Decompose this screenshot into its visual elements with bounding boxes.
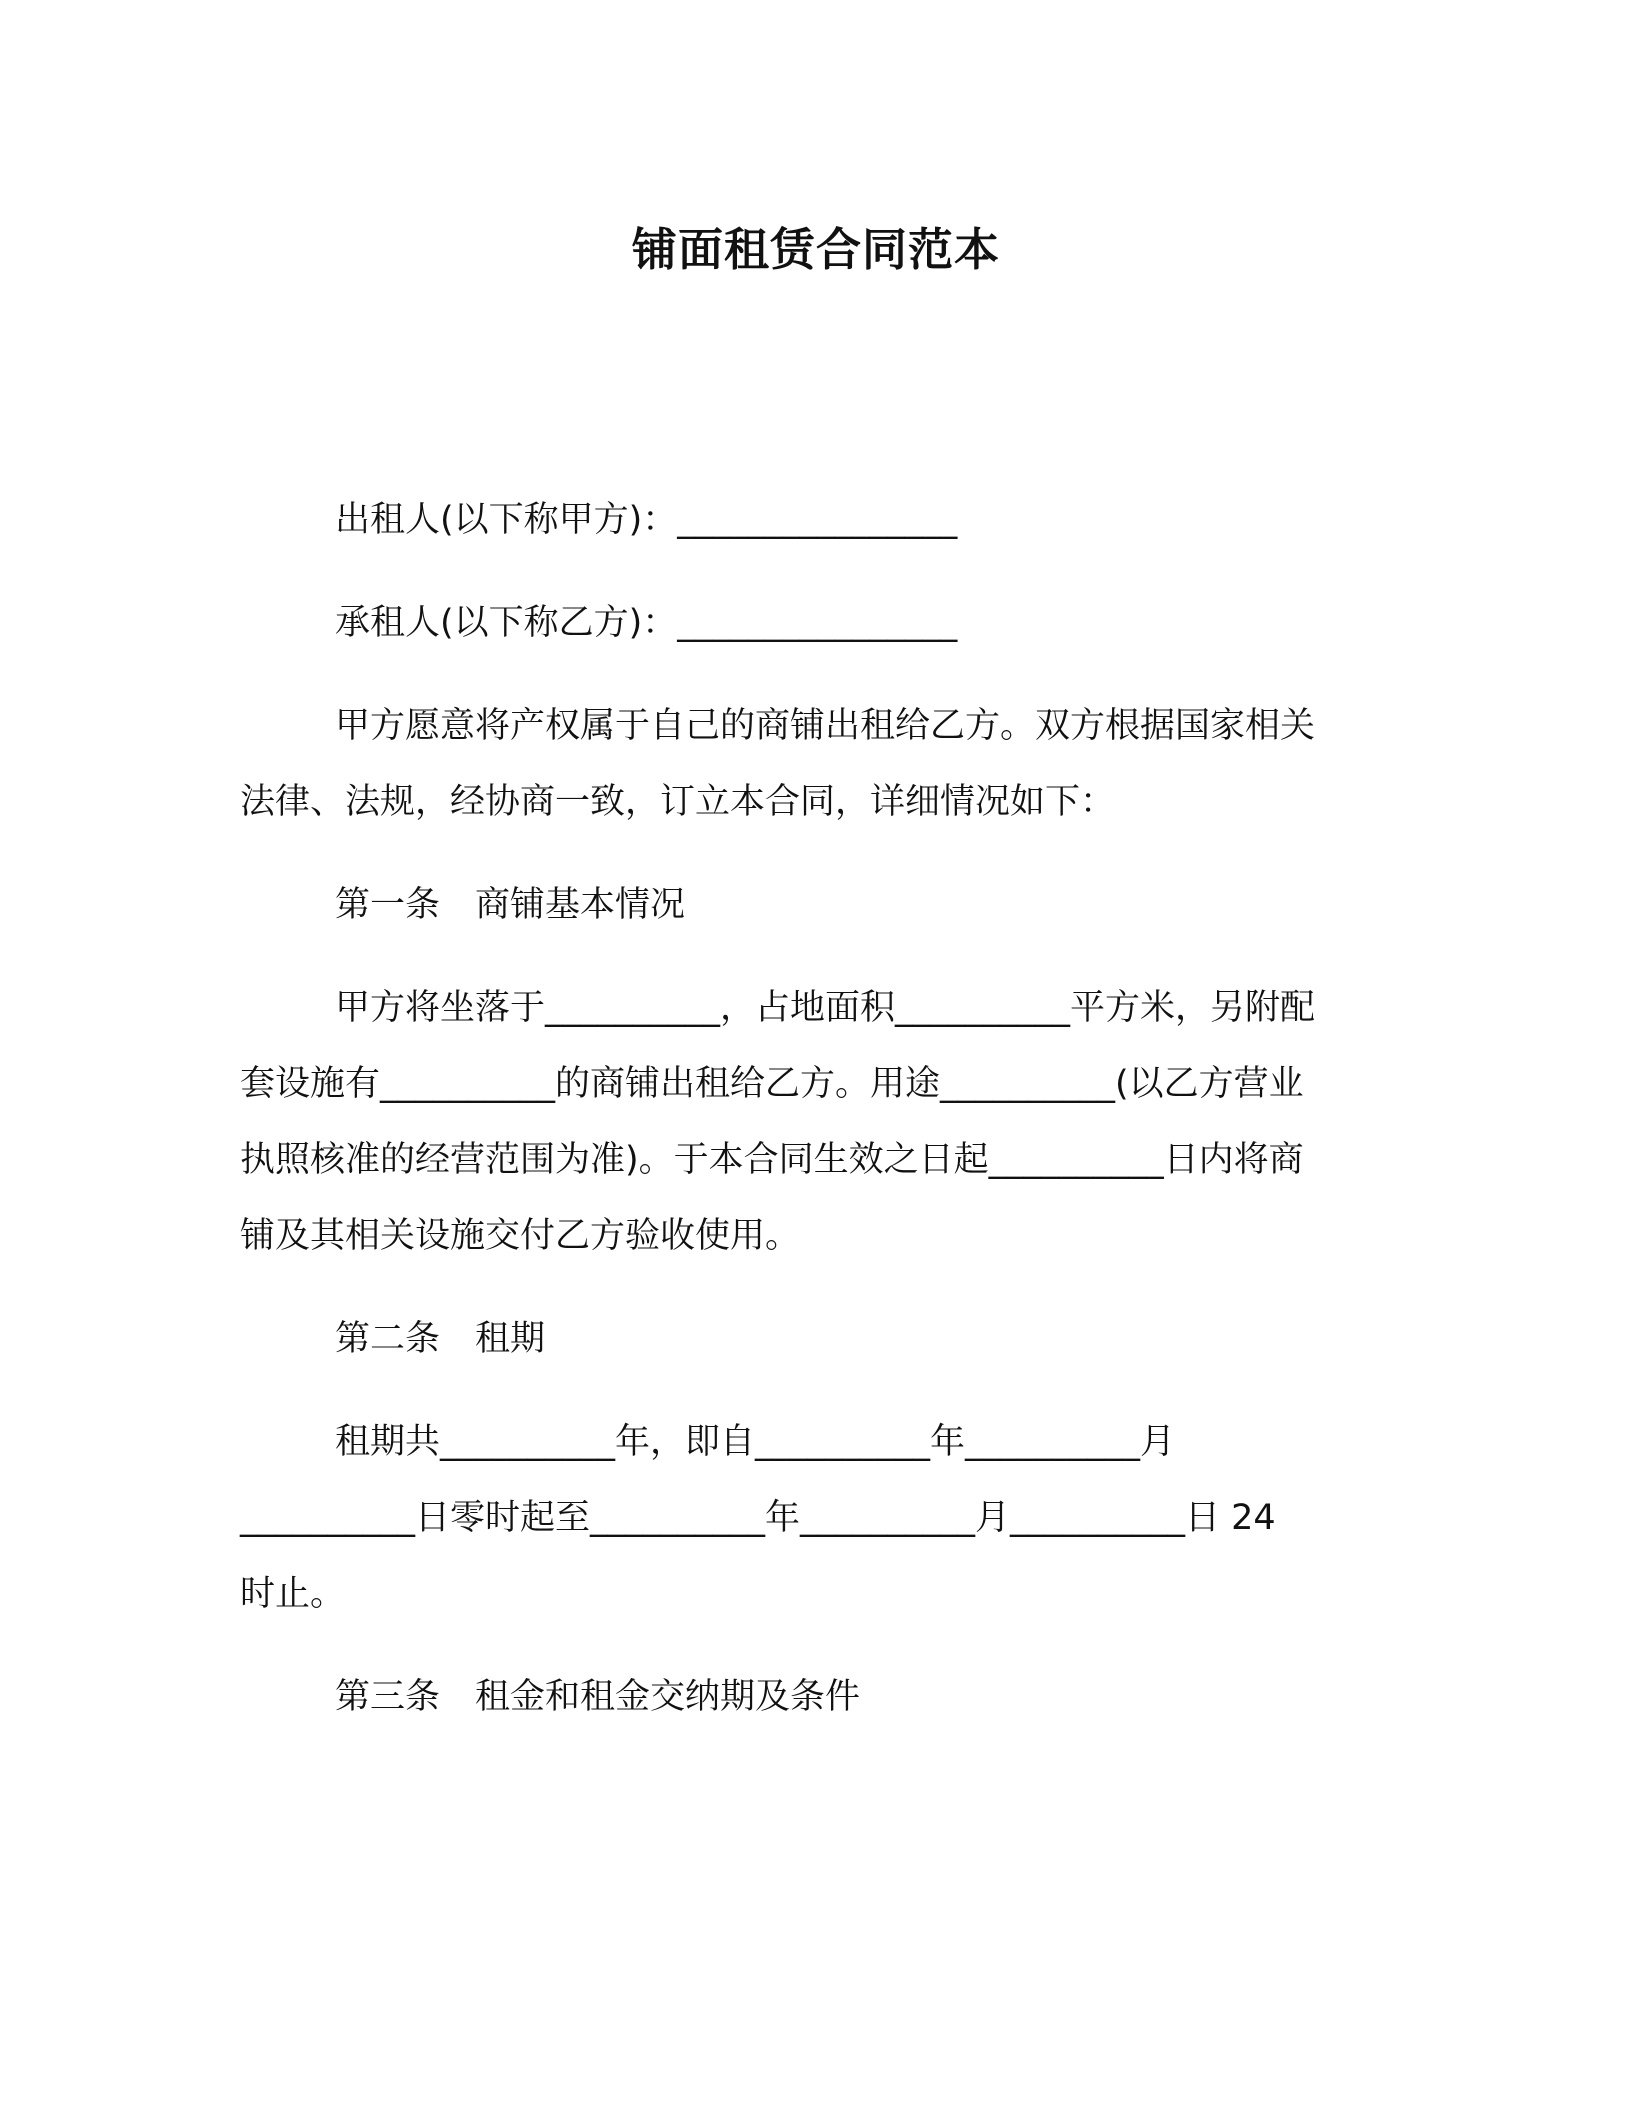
article-1-paragraph-line-1: 甲方将坐落于__________，占地面积__________平方米，另附配: [335, 988, 1316, 1028]
article-2-paragraph-line-2: __________日零时起至__________年__________月__________日 24: [240, 1498, 1276, 1538]
article-1-paragraph-line-4: 铺及其相关设施交付乙方验收使用。: [240, 1216, 801, 1256]
intro-paragraph-line-1: 甲方愿意将产权属于自己的商铺出租给乙方。双方根据国家相关: [335, 706, 1316, 746]
article-1-paragraph-line-3: 执照核准的经营范围为准)。于本合同生效之日起__________日内将商: [240, 1140, 1304, 1180]
article-2-paragraph-line-3: 时止。: [240, 1574, 346, 1614]
article-1-paragraph-line-2: 套设施有__________的商铺出租给乙方。用途__________(以乙方营业: [240, 1064, 1304, 1104]
article-3-heading: 第三条 租金和租金交纳期及条件: [335, 1677, 861, 1717]
lessor-line: 出租人(以下称甲方)：________________: [335, 500, 958, 540]
article-2-paragraph-line-1: 租期共__________年，即自__________年__________月: [335, 1422, 1176, 1462]
document-title: 铺面租赁合同范本: [631, 223, 1000, 276]
article-2-heading: 第二条 租期: [335, 1319, 546, 1359]
intro-paragraph-line-2: 法律、法规，经协商一致，订立本合同，详细情况如下：: [240, 782, 1116, 822]
article-1-heading: 第一条 商铺基本情况: [335, 885, 686, 925]
lessee-line: 承租人(以下称乙方)：________________: [335, 603, 958, 643]
